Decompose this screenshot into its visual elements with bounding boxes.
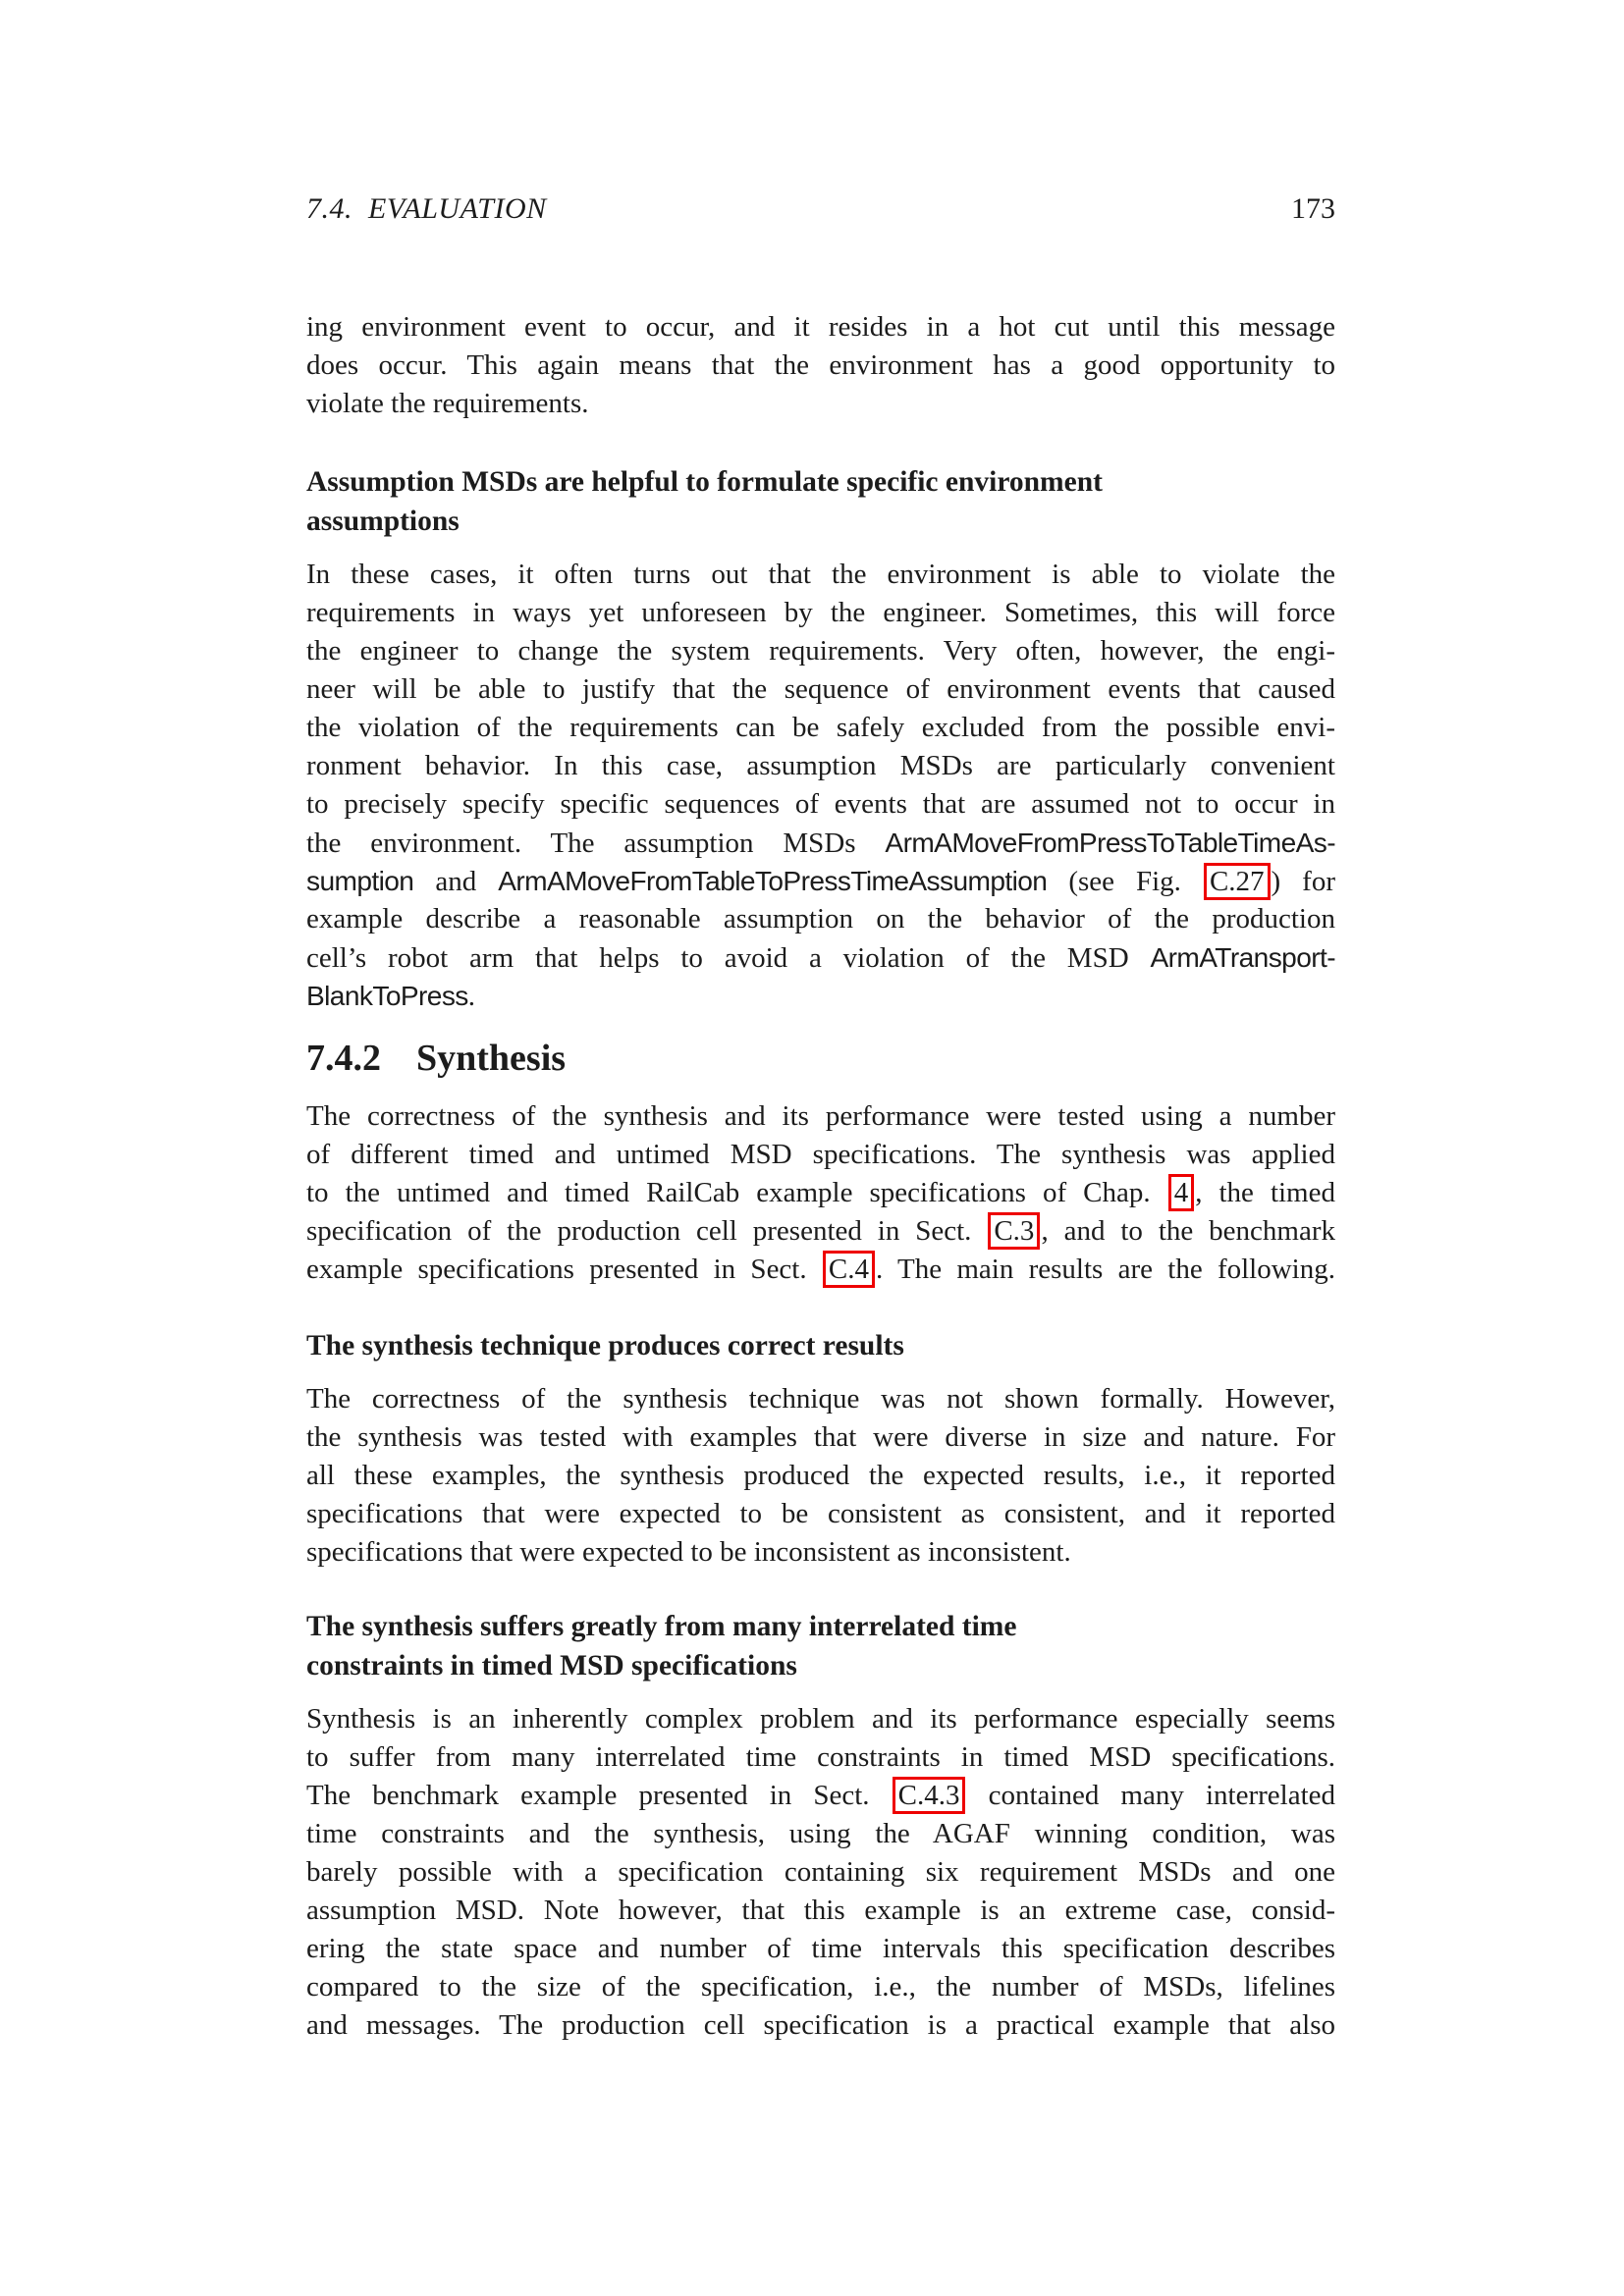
body-text: the synthesis was tested with examples that were diverse in size and nature. For [306, 1421, 1335, 1453]
cross-reference-link[interactable]: C.27 [1204, 863, 1271, 900]
body-text: contained many interrelated [966, 1780, 1335, 1811]
text-line [306, 1968, 1335, 2006]
section-number: 7.4.2 [306, 1038, 381, 1079]
text-line [306, 632, 1335, 670]
heading-synthesis-correct-results [306, 1326, 1335, 1365]
body-text: the engineer to change the system requirements. Very often, however, the engi- [306, 635, 1335, 667]
section-title: Synthesis [416, 1038, 567, 1079]
body-text: example describe a reasonable assumption on the behavior of the production [306, 903, 1335, 934]
cross-reference-link[interactable]: C.3 [988, 1212, 1040, 1250]
msd-identifier: ArmAMoveFromPressToTableTimeAs- [885, 828, 1335, 858]
body-text: specification of the production cell presented in Sect. [306, 1215, 988, 1247]
body-text: ronment behavior. In this case, assumption MSDs are particularly convenient [306, 750, 1335, 781]
text-line [306, 1380, 1335, 1418]
body-text: to the untimed and timed RailCab example specifications of Chap. [306, 1177, 1167, 1208]
msd-identifier: sumption [306, 866, 414, 896]
text-line [306, 1418, 1335, 1457]
text-line [306, 1212, 1335, 1251]
text-line [306, 308, 1335, 347]
body-text: The benchmark example presented in Sect. [306, 1780, 892, 1811]
text-line [306, 900, 1335, 938]
text-line: The synthesis technique produces correct results [306, 1330, 904, 1362]
text-line: constraints in timed MSD specifications [306, 1650, 797, 1682]
body-text: does occur. This again means that the environment has a good opportunity to [306, 349, 1335, 381]
text-line [306, 862, 1335, 900]
paragraph-continuation-intro [306, 308, 1335, 423]
text-line: Assumption MSDs are helpful to formulate specific environment [306, 466, 1103, 498]
text-line: The synthesis suffers greatly from many interrelated time [306, 1611, 1017, 1642]
body-text: all these examples, the synthesis produced the expected results, i.e., it reported [306, 1460, 1335, 1491]
body-text: , and to the benchmark [1041, 1215, 1335, 1247]
body-text: cell’s robot arm that helps to avoid a violation of the MSD [306, 942, 1151, 974]
body-text: , the timed [1195, 1177, 1335, 1208]
text-line [306, 1738, 1335, 1777]
text-line [306, 594, 1335, 632]
text-line [306, 1136, 1335, 1174]
paragraph-correctness-testing [306, 1380, 1335, 1572]
text-line [306, 1930, 1335, 1968]
body-text: time constraints and the synthesis, using the AGAF winning condition, was [306, 1818, 1335, 1849]
body-text: In these cases, it often turns out that the environment is able to violate the [306, 559, 1335, 590]
cross-reference-link[interactable]: C.4.3 [893, 1777, 966, 1814]
body-text: compared to the size of the specification, i.e., the number of MSDs, lifelines [306, 1971, 1335, 2002]
text-line [306, 1174, 1335, 1212]
text-line [306, 1533, 1335, 1572]
body-text: Synthesis is an inherently complex problem and its performance especially seems [306, 1703, 1335, 1735]
body-text: to suffer from many interrelated time constraints in timed MSD specifications. [306, 1741, 1335, 1773]
body-text: and [413, 866, 499, 897]
text-line [306, 824, 1335, 862]
body-text: specifications that were expected to be inconsistent as inconsistent. [306, 1536, 1071, 1568]
section-heading-7-4-2-synthesis [306, 1037, 1335, 1080]
text-line [306, 1700, 1335, 1738]
msd-identifier: BlankToPress [306, 981, 468, 1011]
text-line [306, 1251, 1335, 1289]
text-line [306, 977, 1335, 1015]
text-line [306, 2006, 1335, 2045]
text-line [306, 938, 1335, 977]
heading-assumption-msds-helpful [306, 462, 1335, 541]
body-text: The correctness of the synthesis and its performance were tested using a number [306, 1100, 1335, 1132]
body-text: of different timed and untimed MSD specifications. The synthesis was applied [306, 1139, 1335, 1170]
cross-reference-link[interactable]: C.4 [823, 1251, 875, 1288]
cross-reference-link[interactable]: 4 [1168, 1174, 1195, 1211]
body-text: The correctness of the synthesis technique was not shown formally. However, [306, 1383, 1335, 1415]
body-text: specifications that were expected to be consistent as consistent, and it reported [306, 1498, 1335, 1529]
body-text: requirements in ways yet unforeseen by the engineer. Sometimes, this will force [306, 597, 1335, 628]
page-number: 173 [1291, 192, 1335, 225]
paragraph-time-constraints [306, 1700, 1335, 2045]
text-line [306, 670, 1335, 709]
body-text: to precisely specify specific sequences of events that are assumed not to occur in [306, 788, 1335, 820]
text-line [306, 385, 1335, 423]
text-line [306, 785, 1335, 824]
running-header [306, 192, 1335, 234]
body-text: barely possible with a specification containing six requirement MSDs and one [306, 1856, 1335, 1888]
text-line [306, 556, 1335, 594]
body-text: . The main results are the following. [875, 1254, 1335, 1285]
text-line [306, 1495, 1335, 1533]
body-text: the violation of the requirements can be safely excluded from the possible envi- [306, 712, 1335, 743]
body-text: the environment. The assumption MSDs [306, 828, 886, 859]
body-text: neer will be able to justify that the sequence of environment events that caused [306, 673, 1335, 705]
text-line [306, 1853, 1335, 1892]
msd-identifier: ArmATransport- [1150, 942, 1335, 973]
text-line [306, 1815, 1335, 1853]
text-line [306, 1457, 1335, 1495]
text-line [306, 1892, 1335, 1930]
body-text: assumption MSD. Note however, that this example is an extreme case, consid- [306, 1895, 1335, 1926]
body-text: ering the state space and number of time intervals this specification describes [306, 1933, 1335, 1964]
msd-identifier: ArmAMoveFromTableToPressTimeAssumption [498, 866, 1048, 896]
text-line [306, 1097, 1335, 1136]
paragraph-synthesis-overview [306, 1097, 1335, 1289]
body-text: violate the requirements. [306, 388, 589, 419]
body-text: . [467, 981, 475, 1012]
body-text: (see Fig. [1047, 866, 1203, 897]
text-line [306, 347, 1335, 385]
body-text: and messages. The production cell specification is a practical example that also [306, 2009, 1335, 2041]
running-header-section-title: 7.4. EVALUATION [306, 192, 547, 225]
body-text: example specifications presented in Sect. [306, 1254, 822, 1285]
body-text: ) for [1271, 866, 1335, 897]
text-line [306, 709, 1335, 747]
text-line [306, 747, 1335, 785]
text-line [306, 1777, 1335, 1815]
body-text: ing environment event to occur, and it resides in a hot cut until this message [306, 311, 1335, 343]
heading-synthesis-suffers-time-constraints [306, 1607, 1335, 1685]
paragraph-assumption-msds [306, 556, 1335, 1015]
text-line: assumptions [306, 506, 460, 537]
